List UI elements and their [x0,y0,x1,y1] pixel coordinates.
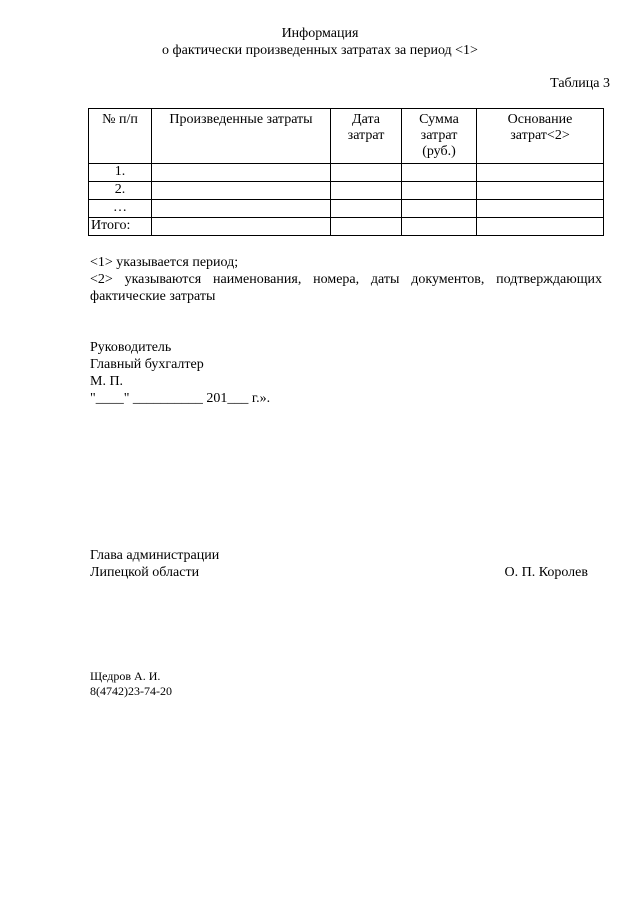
column-header-basis: Основание затрат<2> [477,109,604,164]
table-cell [152,182,331,200]
chief-accountant-label: Главный бухгалтер [90,357,204,372]
table-cell [477,218,604,236]
head-signature-label: Руководитель [90,340,172,355]
table-cell [402,164,477,182]
date-line: "____" __________ 201___ г.». [90,391,271,406]
column-header-number: № п/п [89,109,152,164]
table-cell [402,200,477,218]
table-cell [331,164,402,182]
official-position-line-2: Липецкой области [90,565,200,580]
signature-block [90,339,270,407]
table-row [89,182,604,200]
row-number-cell: 2. [89,182,152,200]
footnote-1: <1> указывается период; [90,255,239,270]
row-number-cell: … [89,200,152,218]
column-header-amount: Сумма затрат (руб.) [402,109,477,164]
table-row [89,164,604,182]
official-position [90,547,219,581]
document-title: Информация [281,26,359,41]
executor-name: Щедров А. И. [90,669,161,683]
seal-label: М. П. [90,374,124,389]
table-cell [402,182,477,200]
column-header-costs: Произведенные затраты [152,109,331,164]
table-number: Таблица 3 [550,76,610,91]
costs-table [88,108,604,236]
table-cell [152,164,331,182]
executor-block [90,669,172,699]
table-header-row [89,109,604,164]
official-name: О. П. Королев [504,565,588,580]
footnote-2: <2> указываются наименования, номера, даты документов, подтверждающих фактические затраты [90,272,602,304]
table-cell [477,182,604,200]
table-cell [331,182,402,200]
column-header-date: Дата затрат [331,109,402,164]
executor-phone: 8(4742)23-74-20 [90,684,172,698]
footnotes [90,254,602,305]
table-row [89,200,604,218]
table-cell [402,218,477,236]
table-cell [152,218,331,236]
table-cell [152,200,331,218]
row-number-cell: 1. [89,164,152,182]
table-total-row [89,218,604,236]
document-subtitle: о фактически произведенных затратах за период <1> [162,43,478,58]
table-cell [477,164,604,182]
table-cell [331,200,402,218]
official-position-line-1: Глава администрации [90,548,220,563]
total-label-cell: Итого: [89,218,152,236]
table-cell [331,218,402,236]
table-cell [477,200,604,218]
